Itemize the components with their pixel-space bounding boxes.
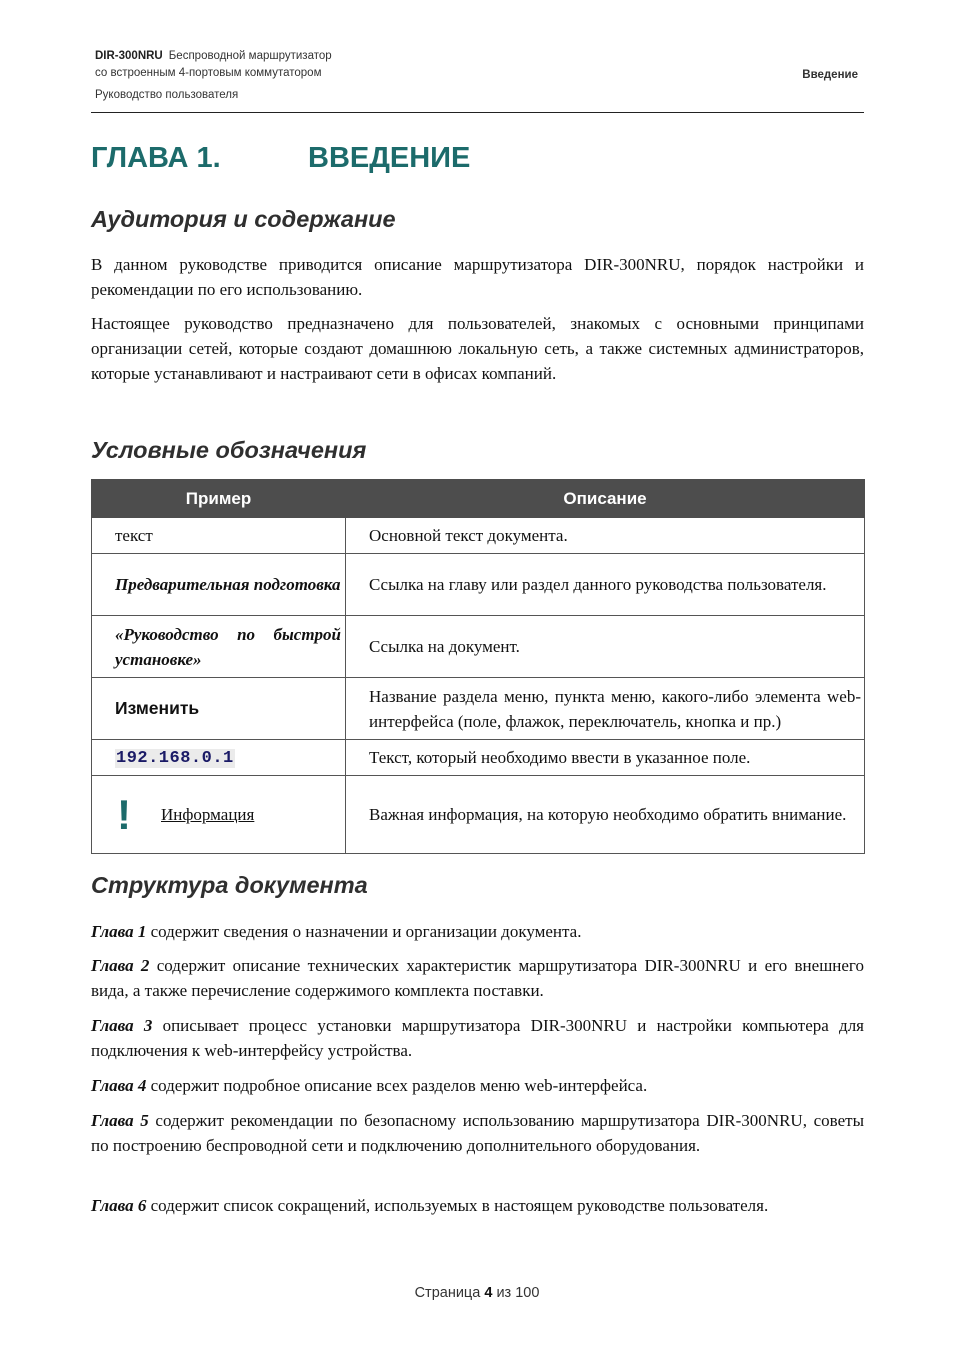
chapter-title — [91, 142, 864, 182]
structure-chapter-label: Глава 4 — [91, 1076, 147, 1095]
example-input-cell — [92, 740, 346, 776]
footer-prefix: Страница — [414, 1285, 481, 1301]
table-row — [92, 776, 865, 854]
structure-chapter-label: Глава 1 — [91, 922, 147, 941]
structure-chapter-label: Глава 3 — [91, 1016, 153, 1035]
exclamation-icon: ! — [117, 790, 131, 838]
footer-page-number: 4 — [484, 1285, 493, 1301]
structure-chapter-label: Глава 2 — [91, 956, 150, 975]
structure-item — [91, 1073, 864, 1098]
example-menu-cell — [92, 678, 346, 740]
description-cell: Основной текст документа. — [346, 518, 865, 554]
chapter-number: ГЛАВА 1. — [91, 142, 221, 174]
example-plain-text: текст — [92, 518, 346, 554]
structure-item — [91, 1013, 864, 1063]
structure-item — [91, 1193, 864, 1218]
audience-heading: Аудитория и содержание — [91, 206, 396, 232]
structure-item-text: содержит описание технических характеристик маршрутизатора DIR-300NRU и его внешнего вида, а также перечисление содержимого комплекта поставки. — [91, 956, 864, 1000]
example-document-link: «Руководство по быстрой установке» — [92, 616, 346, 678]
table-row — [92, 518, 865, 554]
header-product-line2: со встроенным 4-портовым коммутатором — [95, 67, 322, 79]
table-row — [92, 740, 865, 776]
header-model: DIR-300NRU — [95, 50, 163, 62]
structure-item — [91, 919, 864, 944]
description-cell: Текст, который необходимо ввести в указанное поле. — [346, 740, 865, 776]
header-section: Введение — [802, 69, 858, 81]
chapter-name: ВВЕДЕНИЕ — [308, 142, 471, 174]
structure-item — [91, 1108, 864, 1158]
table-header-row — [92, 480, 865, 518]
description-cell: Название раздела меню, пункта меню, какого-либо элемента web-интерфейса (поле, флажок, переключатель, кнопка и пр.) — [346, 678, 865, 740]
table-row — [92, 678, 865, 740]
page-header — [91, 48, 864, 113]
structure-item — [91, 953, 864, 1003]
table-row — [92, 616, 865, 678]
page-footer — [0, 1285, 954, 1301]
conventions-table — [91, 479, 865, 854]
structure-item-text: содержит сведения о назначении и организации документа. — [146, 922, 582, 941]
col-header-example: Пример — [92, 480, 346, 518]
structure-heading: Структура документа — [91, 872, 368, 898]
example-menu-item: Изменить — [115, 698, 200, 718]
audience-paragraph-1: В данном руководстве приводится описание маршрутизатора DIR-300NRU, порядок настройки и рекомендации по его использованию. — [91, 255, 864, 299]
example-chapter-link: Предварительная подготовка — [92, 554, 346, 616]
example-info-label: Информация — [161, 805, 255, 824]
description-cell: Ссылка на главу или раздел данного руководства пользователя. — [346, 554, 865, 616]
structure-item-text: содержит список сокращений, используемых в настоящем руководстве пользователя. — [146, 1196, 769, 1215]
description-cell: Ссылка на документ. — [346, 616, 865, 678]
table-row — [92, 554, 865, 616]
footer-total: 100 — [515, 1285, 540, 1301]
header-manual: Руководство пользователя — [95, 89, 239, 101]
header-product — [95, 50, 332, 62]
example-info-cell — [92, 776, 346, 854]
structure-chapter-label: Глава 5 — [91, 1111, 149, 1130]
header-product-line1: Беспроводной маршрутизатор — [168, 50, 332, 62]
audience-paragraph-2: Настоящее руководство предназначено для пользователей, знакомых с основными принципами организации сетей, которые создают домашнюю локальную сеть, а также системных администраторов, которые устанавливают и настраивают сети в офисах компаний. — [91, 314, 864, 383]
structure-item-text: содержит подробное описание всех разделов меню web-интерфейса. — [146, 1076, 648, 1095]
col-header-description: Описание — [346, 480, 865, 518]
structure-chapter-label: Глава 6 — [91, 1196, 147, 1215]
structure-item-text: описывает процесс установки маршрутизатора DIR-300NRU и настройки компьютера для подключения к web-интерфейсу устройства. — [91, 1016, 865, 1060]
structure-item-text: содержит рекомендации по безопасному использованию маршрутизатора DIR-300NRU, советы по построению беспроводной сети и подключению дополнительного оборудования. — [91, 1111, 864, 1155]
example-input-value: 192.168.0.1 — [116, 749, 234, 768]
conventions-heading: Условные обозначения — [91, 437, 367, 463]
description-cell: Важная информация, на которую необходимо обратить внимание. — [346, 776, 865, 854]
footer-middle: из — [496, 1285, 512, 1301]
